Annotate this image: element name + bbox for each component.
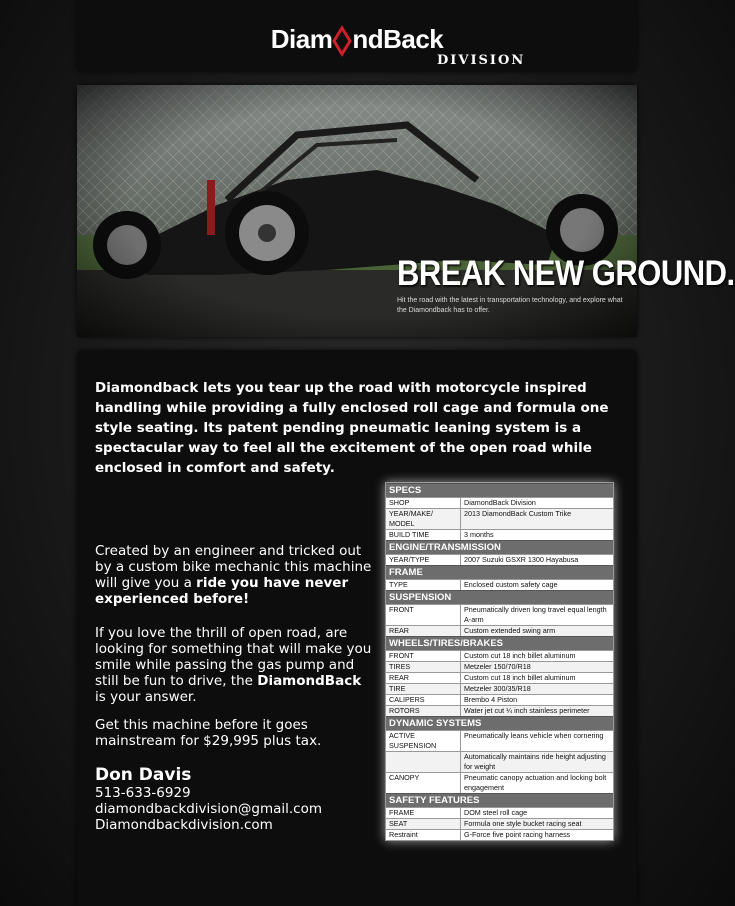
specs-key: BUILD TIME xyxy=(386,530,461,540)
specs-value: Custom cut 18 inch billet aluminum xyxy=(464,651,576,660)
specs-row xyxy=(386,705,613,716)
specs-section-header: SAFETY FEATURES xyxy=(386,793,613,807)
paragraph-thrill-bold: DiamondBack xyxy=(257,673,362,689)
specs-row xyxy=(386,807,613,818)
specs-row xyxy=(386,829,613,840)
specs-row xyxy=(386,497,613,508)
specs-section-header: FRAME xyxy=(386,565,613,579)
specs-value: Pneumatic canopy actuation and locking bolt engagement xyxy=(464,773,607,792)
specs-row xyxy=(386,579,613,590)
specs-row xyxy=(386,694,613,705)
specs-key: ACTIVE SUSPENSION xyxy=(386,731,461,751)
hero-headline: BREAK NEW GROUND. xyxy=(397,253,735,294)
specs-value: DOM steel roll cage xyxy=(464,808,528,817)
main-content xyxy=(77,350,637,906)
contact-block xyxy=(95,765,395,833)
specs-value: Custom extended swing arm xyxy=(464,626,556,635)
specs-section-header: WHEELS/TIRES/BRAKES xyxy=(386,636,613,650)
specs-section-header: SUSPENSION xyxy=(386,590,613,604)
specs-row xyxy=(386,604,613,625)
contact-phone[interactable]: 513-633-6929 xyxy=(95,785,191,801)
specs-row xyxy=(386,683,613,694)
specs-row xyxy=(386,818,613,829)
specs-key: Restraint xyxy=(386,830,461,840)
paragraph-thrill-text: If you love the thrill of open road, are looking for something that will make you smile while passing the gas pump and still be fun to drive, the xyxy=(95,625,372,689)
specs-key: YEAR/TYPE xyxy=(386,555,461,565)
specs-key: SHOP xyxy=(386,498,461,508)
specs-key: CALIPERS xyxy=(386,695,461,705)
specs-row xyxy=(386,672,613,683)
specs-row xyxy=(386,772,613,793)
specs-value: DiamondBack Division xyxy=(464,498,536,507)
paragraph-engineer-bold: ride you have never experienced before! xyxy=(95,575,349,607)
specs-value: 2007 Suzuki GSXR 1300 Hayabusa xyxy=(464,555,579,564)
specs-section-header: DYNAMIC SYSTEMS xyxy=(386,716,613,730)
contact-email[interactable]: diamondbackdivision@gmail.com xyxy=(95,801,322,817)
paragraph-thrill-end: is your answer. xyxy=(95,689,197,705)
diamondback-logo xyxy=(77,24,637,68)
specs-row xyxy=(386,625,613,636)
paragraph-price: Get this machine before it goes mainstream for $29,995 plus tax. xyxy=(95,717,322,749)
specs-value: Enclosed custom safety cage xyxy=(464,580,558,589)
header-banner xyxy=(77,0,637,72)
specs-key: CANOPY xyxy=(386,773,461,793)
contact-name: Don Davis xyxy=(95,765,192,785)
specs-row xyxy=(386,650,613,661)
hero-caption: Hit the road with the latest in transportation technology, and explore what the Diamondback has to offer. xyxy=(397,297,623,314)
paragraph-thrill xyxy=(95,625,375,705)
specs-row xyxy=(386,554,613,565)
specs-key: TIRES xyxy=(386,662,461,672)
hero-image xyxy=(77,85,735,337)
specs-key: YEAR/MAKE/ MODEL xyxy=(386,509,461,529)
specs-key: REAR xyxy=(386,673,461,683)
logo-text-right: ndBack xyxy=(352,24,444,54)
paragraph-engineer-text: Created by an engineer and tricked out by a custom bike mechanic this machine will give you a xyxy=(95,543,372,591)
specs-row xyxy=(386,508,613,529)
specs-key: ROTORS xyxy=(386,706,461,716)
logo-text-left: Diam xyxy=(270,24,333,54)
specs-row xyxy=(386,661,613,672)
diamond-icon xyxy=(333,27,351,55)
specs-value: 2013 DiamondBack Custom Trike xyxy=(464,509,572,518)
specs-value: Pneumatically driven long travel equal length A-arm xyxy=(464,605,607,624)
specs-key: FRONT xyxy=(386,605,461,625)
specs-key: TYPE xyxy=(386,580,461,590)
specs-value: Brembo 4 Piston xyxy=(464,695,518,704)
specs-section-header: ENGINE/TRANSMISSION xyxy=(386,540,613,554)
specs-key xyxy=(386,752,461,772)
paragraph-engineer xyxy=(95,543,375,607)
specs-key: REAR xyxy=(386,626,461,636)
specs-value: Metzeler 300/35/R18 xyxy=(464,684,531,693)
specs-value: Formula one style bucket racing seat xyxy=(464,819,582,828)
specs-section-header: SPECS xyxy=(386,483,613,497)
specs-value: Custom cut 18 inch billet aluminum xyxy=(464,673,576,682)
contact-website[interactable]: Diamondbackdivision.com xyxy=(95,817,273,833)
specs-value: Metzeler 150/70/R18 xyxy=(464,662,531,671)
specs-key: FRONT xyxy=(386,651,461,661)
specs-row xyxy=(386,529,613,540)
specs-key: SEAT xyxy=(386,819,461,829)
specs-value: Water jet cut ¼ inch stainless perimeter xyxy=(464,706,590,715)
specs-row xyxy=(386,751,613,772)
specs-value: 3 months xyxy=(464,530,494,539)
specs-value: Automatically maintains ride height adjusting for weight xyxy=(464,752,606,771)
specs-table xyxy=(385,482,614,841)
specs-value: Pneumatically leans vehicle when cornering xyxy=(464,731,604,740)
specs-key: TIRE xyxy=(386,684,461,694)
intro-text: Diamondback lets you tear up the road with motorcycle inspired handling while providing a fully enclosed roll cage and formula one style seating. Its patent pending pneumatic leaning system is a spectacular way to feel all the excitement of the open road while enclosed in comfort and safety. xyxy=(95,380,609,476)
specs-value: G-Force five point racing harness xyxy=(464,830,571,839)
specs-row xyxy=(386,730,613,751)
specs-key: FRAME xyxy=(386,808,461,818)
logo-subtitle: DIVISION xyxy=(437,53,526,68)
